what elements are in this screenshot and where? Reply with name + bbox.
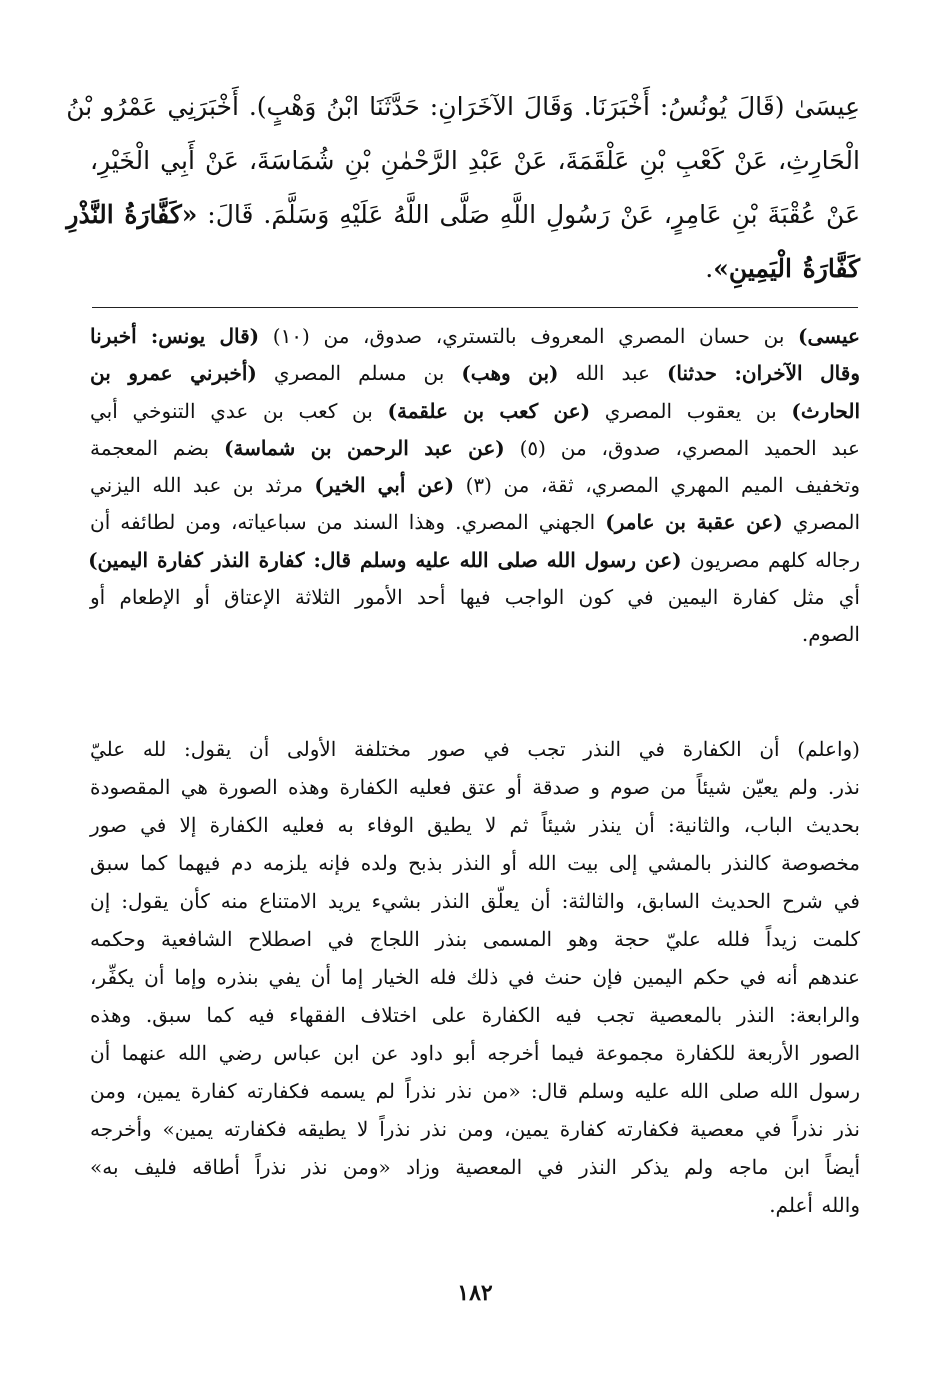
- paragraph-line: نذر نذراً في معصية فكفارته كفارة يمين، ومن نذر نذراً لا يطيقه فكفارته يمين» وأخرجه: [90, 1117, 860, 1141]
- text-segment-bold: الحارث): [791, 398, 860, 423]
- text-segment: الجهني المصري. وهذا السند من سباعياته، ومن لطائفه أن: [90, 510, 606, 535]
- explanation-paragraph: [90, 730, 860, 1224]
- commentary-line: [90, 393, 860, 430]
- text-segment: عَنْ عُقْبَةَ بْنِ عَامِرٍ، عَنْ رَسُولِ اللَّهِ صَلَّى اللَّهُ عَلَيْهِ وَسَلَّمَ. قَالَ:: [197, 200, 860, 229]
- paragraph-line: مخصوصة كالنذر بالمشي إلى بيت الله أو النذر بذبح ولده فإنه يلزمه دم فيهما كما سبق: [90, 851, 860, 875]
- text-segment-bold: عيسى): [798, 324, 860, 348]
- text-segment: الْحَارِثِ، عَنْ كَعْبِ بْنِ عَلْقَمَةَ، عَنْ عَبْدِ الرَّحْمٰنِ بْنِ شُمَاسَةَ، عَنْ أَبِي الْخَيْرِ،: [90, 146, 860, 175]
- text-segment-bold: (قال يونس: أخبرنا: [90, 324, 260, 348]
- paragraph-line: في شرح الحديث السابق، والثالثة: أن يعلّق النذر بشيء يريد الامتناع منه كأن يقول: إن: [90, 889, 860, 913]
- text-segment: بن كعب بن عدي التنوخي أبي: [90, 398, 388, 423]
- hadith-line: [90, 134, 860, 188]
- paragraph-line: والله أعلم.: [769, 1193, 860, 1217]
- text-segment-bold: (أخبرني عمرو بن: [90, 361, 257, 386]
- page-number: ١٨٢: [457, 1280, 493, 1306]
- paragraph-line: والرابعة: النذر بالمعصية تجب فيه الكفارة على اختلاف الفقهاء فيه كما سبق. وهذه: [90, 1003, 860, 1027]
- commentary-line: [90, 318, 860, 355]
- paragraph-line: كلمت زيداً فلله عليّ حجة وهو المسمى بنذر اللجاج في اصطلاح الشافعية وحكمه: [90, 927, 860, 951]
- text-segment-bold: (عن أبي الخير): [314, 473, 455, 498]
- footnote-divider: [92, 307, 858, 308]
- text-segment-bold: (عن كعب بن علقمة): [387, 398, 591, 423]
- text-segment: مرثد بن عبد الله اليزني: [90, 473, 315, 498]
- text-segment: عِيسَىٰ (قَالَ يُونُسُ: أَخْبَرَنَا. وَقَالَ الآخَرَانِ: حَدَّثَنَا ابْنُ وَهْبٍ). أَخْبَرَنِي عَمْرُو بْنُ: [66, 92, 860, 121]
- text-segment-bold: وقال الآخران: حدثنا): [666, 361, 860, 386]
- paragraph-line: نذر. ولم يعيّن شيئاً من صوم و صدقة أو عتق فعليه الكفارة وهذه الصورة هي المقصودة: [90, 775, 860, 799]
- commentary-line: [90, 504, 860, 541]
- text-segment: الصوم.: [801, 622, 860, 647]
- commentary-line: [90, 542, 860, 579]
- paragraph-line: عندهم أنه في حكم اليمين فإن حنث في ذلك فله الخيار إما أن يفي بنذره وإما أن يكفِّر،: [90, 965, 860, 989]
- text-segment: بضم المعجمة: [90, 435, 224, 460]
- text-segment: .: [705, 254, 714, 283]
- text-segment: بن مسلم المصري: [256, 361, 462, 386]
- hadith-line: [66, 188, 860, 242]
- commentary-line: [90, 579, 860, 616]
- text-segment: رجاله كلهم مصريون: [681, 547, 860, 572]
- text-segment: بن حسان المصري المعروف بالتستري، صدوق، من (١٠): [259, 324, 799, 348]
- hadith-text: [66, 80, 860, 296]
- text-segment: أي مثل كفارة اليمين في كون الواجب فيها أحد الأمور الثلاثة الإعتاق أو الإطعام أو: [90, 585, 860, 610]
- text-segment-bold: كَفَّارَةُ الْيَمِينِ»: [713, 254, 860, 283]
- paragraph-line: بحديث الباب، والثانية: أن ينذر شيئاً ثم لا يطيق الوفاء به فعليه الكفارة إلا في صور: [90, 813, 860, 837]
- paragraph-line: أيضاً ابن ماجه ولم يذكر النذر في المعصية وزاد «ومن نذر نذراً أطاقه فليف به»: [90, 1155, 860, 1179]
- text-segment-bold: (عن عبد الرحمن بن شماسة): [223, 435, 505, 460]
- paragraph-line: (واعلم) أن الكفارة في النذر تجب في صور مختلفة الأولى أن يقول: لله عليّ: [90, 737, 860, 761]
- hadith-line: [66, 80, 860, 134]
- text-segment: عبد الحميد المصري، صدوق، من (٥): [504, 435, 860, 460]
- text-segment: بن يعقوب المصري: [590, 398, 792, 423]
- commentary-text: [90, 318, 860, 654]
- commentary-line: [90, 355, 860, 392]
- text-segment-bold: «كَفَّارَةُ النَّذْرِ: [66, 200, 198, 229]
- text-segment-bold: (عن رسول الله صلى الله عليه وسلم قال: كفارة النذر كفارة اليمين): [88, 547, 682, 572]
- text-segment: المصري: [782, 510, 860, 535]
- text-segment-bold: (بن وهب): [461, 361, 559, 386]
- paragraph-line: رسول الله صلى الله عليه وسلم قال: «من نذر نذراً لم يسمه فكفارته كفارة يمين، ومن: [90, 1079, 860, 1103]
- commentary-line: [90, 467, 860, 504]
- text-segment: عبد الله: [558, 361, 667, 386]
- text-segment-bold: (عن عقبة بن عامر): [605, 510, 783, 535]
- text-segment: وتخفيف الميم المهري المصري، ثقة، من (٣): [454, 473, 861, 498]
- commentary-line: [90, 430, 860, 467]
- commentary-line: [90, 616, 860, 653]
- hadith-line: [90, 242, 860, 296]
- paragraph-line: الصور الأربعة للكفارة مجموعة فيما أخرجه أبو داود عن ابن عباس رضي الله عنهما أن: [90, 1041, 860, 1065]
